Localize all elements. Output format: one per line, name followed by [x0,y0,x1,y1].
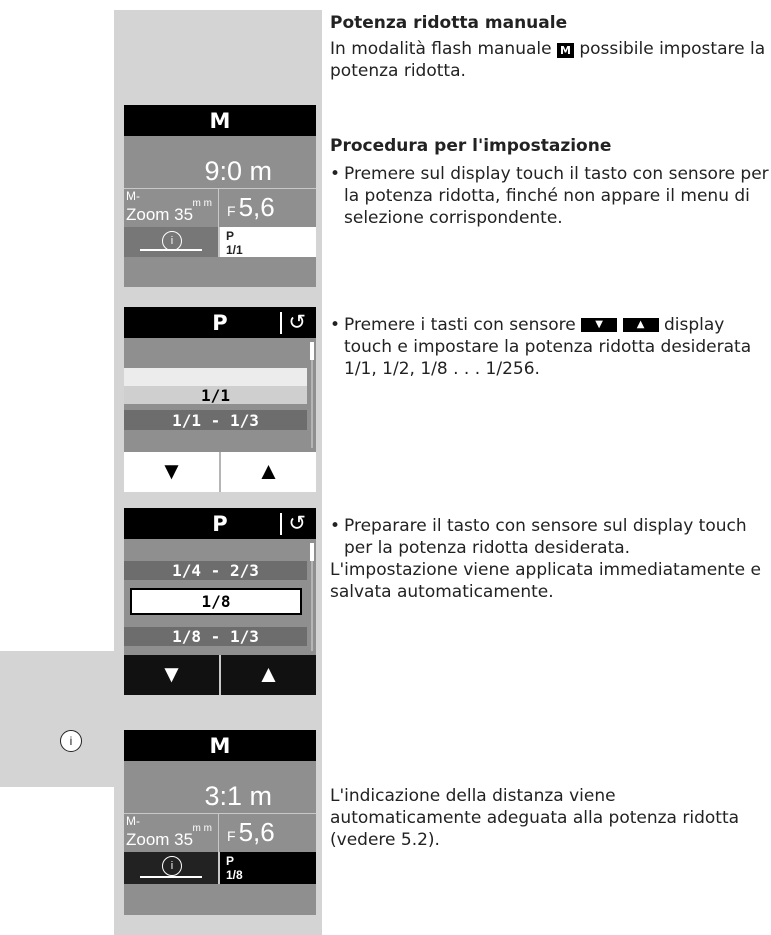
bullet-step-2: • Premere i tasti con sensore ▼ ▲ display touch e impostare la potenza ridotta desiderata 1/1, 1/2, 1/8 . . . 1/256. [330,314,770,380]
bullet-step-1: • Premere sul display touch il tasto con sensore per la potenza ridotta, finché non appare il menu di selezione corrispondente. [330,163,770,229]
display-screen-power-menu [124,307,316,492]
up-button[interactable]: ▲ [221,655,316,695]
procedure-title: Procedura per l'impostazione [330,136,612,156]
back-icon[interactable]: ↺ [288,511,306,535]
zoom-value: Zoom 35 [126,205,194,224]
zoom-aperture-row [124,813,316,852]
down-key-icon: ▼ [581,318,617,332]
distance-note: L'indicazione della distanza viene automaticamente adeguata alla potenza ridotta (vedere 5.2). [330,786,740,850]
distance-readout: 9:0 m [204,156,272,186]
zoom-cell: M- Zoom 35 m m [124,189,219,227]
list-item[interactable]: 1/4 - 2/3 [124,561,307,580]
info-button[interactable] [124,227,220,257]
section-title: Potenza ridotta manuale [330,13,568,33]
up-button[interactable]: ▲ [221,452,316,492]
mode-header: M [124,105,316,136]
power-list [124,338,316,452]
power-reduction-button[interactable]: P 1/1 [220,227,316,257]
zoom-unit: m m [192,198,212,209]
bottom-row [124,227,316,257]
menu-header: P ↺ [124,307,316,338]
list-item[interactable]: 1/1 - 1/3 [124,410,307,430]
zoom-value: Zoom 35 [126,830,194,849]
aperture-value: F 5,6 [227,192,275,222]
intro-text: In modalità flash manuale M possibile impostare la potenza ridotta. [330,39,766,81]
arrow-buttons [124,655,316,695]
back-icon[interactable]: ↺ [288,310,306,334]
power-reduction-button[interactable]: P 1/8 [220,852,316,884]
display-screen-manual-updated [124,730,316,915]
scrollbar-track [311,360,313,448]
list-item[interactable]: 1/1 [124,386,307,404]
down-button[interactable]: ▼ [124,655,221,695]
bullet-step-3: • Preparare il tasto con sensore sul display touch per la potenza ridotta desiderata. [330,515,770,559]
up-key-icon: ▲ [623,318,659,332]
applied-note: L'impostazione viene applicata immediatamente e salvata automaticamente. [330,560,761,602]
distance-readout: 3:1 m [204,781,272,811]
zoom-unit: m m [192,823,212,834]
power-list [124,539,316,655]
display-screen-power-selected [124,508,316,695]
menu-header: P ↺ [124,508,316,539]
zoom-aperture-row [124,188,316,227]
display-screen-manual [124,105,316,287]
info-button[interactable] [124,852,220,884]
scrollbar-track [311,561,313,651]
list-item[interactable]: 1/8 - 1/3 [124,627,307,646]
down-button[interactable]: ▼ [124,452,221,492]
aperture-value: F 5,6 [227,817,275,847]
info-icon: i [162,856,182,876]
info-button-icon: i [60,730,82,752]
procedure-block [330,135,770,229]
scrollbar-thumb[interactable] [310,342,314,360]
list-item-selected[interactable] [124,368,307,386]
scrollbar-thumb[interactable] [310,543,314,561]
bullet-step-3-block [330,515,770,603]
manual-mode-icon: M [557,43,574,58]
bottom-row [124,852,316,884]
info-icon: i [162,231,182,251]
section-intro [330,12,770,82]
mode-header: M [124,730,316,761]
arrow-buttons [124,452,316,492]
zoom-cell: M- Zoom 35 m m [124,814,219,852]
list-item-selected[interactable]: 1/8 [130,588,302,615]
side-highlight-box [0,651,124,787]
